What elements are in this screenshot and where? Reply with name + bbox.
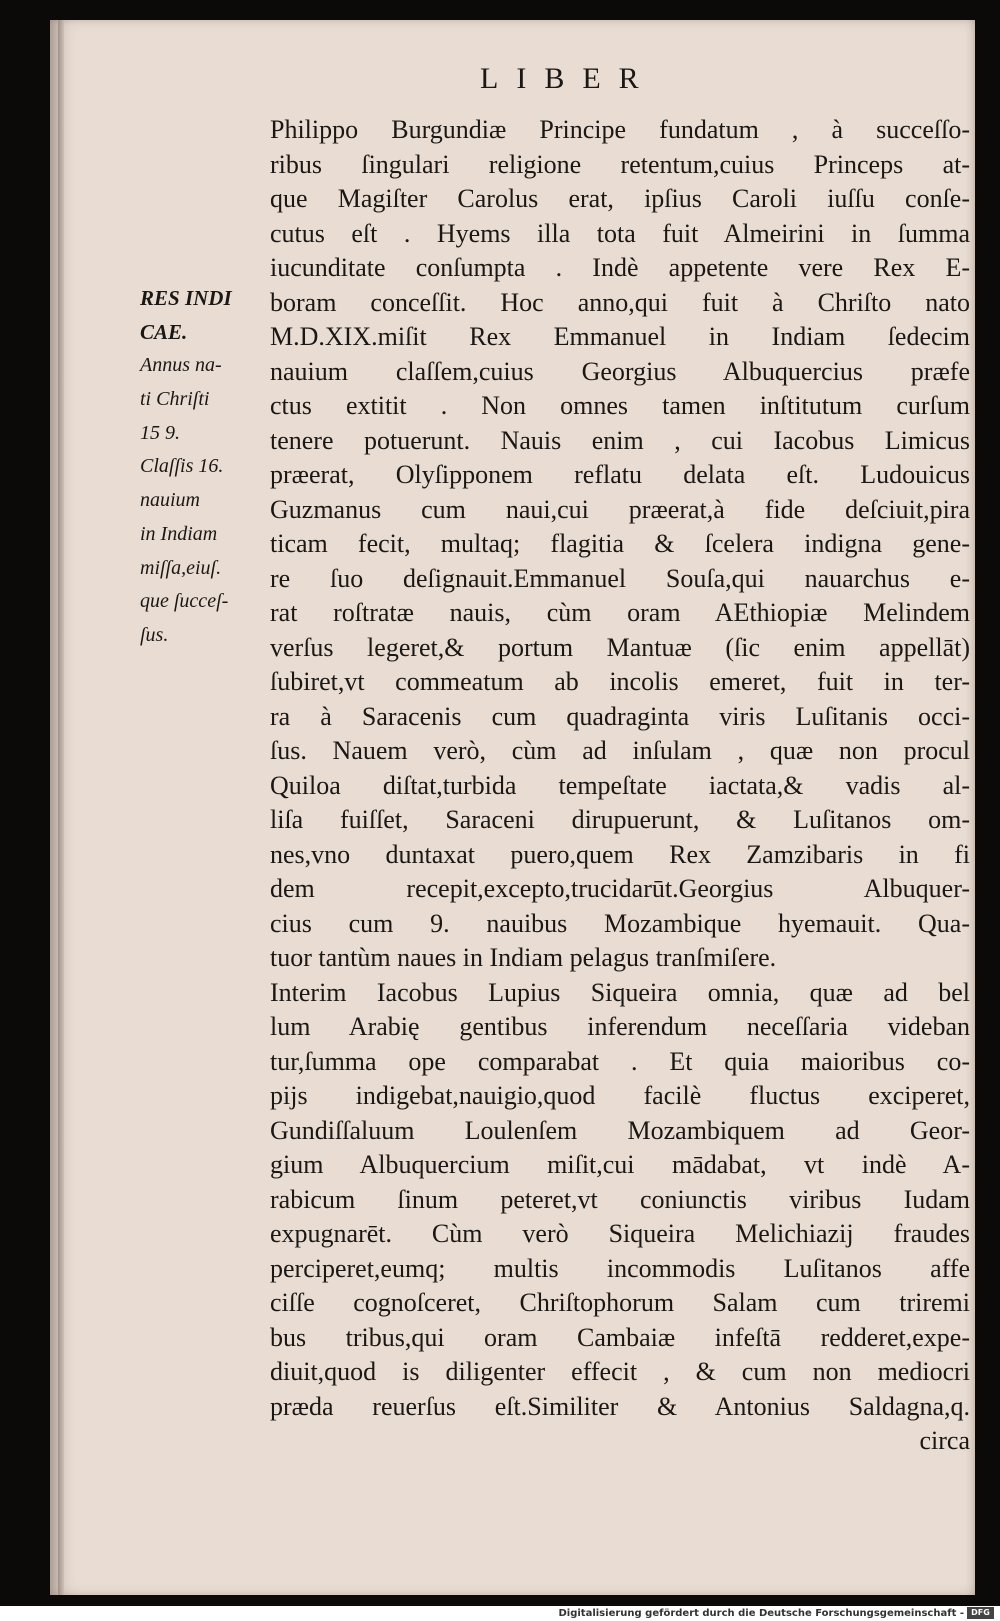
text-line: que Magiſter Carolus erat, ipſius Caroli iuſſu conſe- [270,184,970,213]
text-line: ticam fecit, multaq; flagitia & ſcelera indigna gene- [270,529,970,558]
text-line: cius cum 9. nauibus Mozambique hyemauit. Qua- [270,908,970,938]
text-line: bus tribus,qui oram Cambaiæ infeſtā redderet,expe- [270,1322,970,1352]
text-line: liſa fuiſſet, Saraceni dirupuerunt, & Luſitanos om- [270,805,970,834]
text-line: ra à Saracenis cum quadraginta viris Luſitanis occi- [270,701,970,731]
text-line: ciſſe cognoſceret, Chriſtophorum Salam cum triremi [270,1288,970,1317]
margin-line: ti Chriſti [140,388,210,411]
text-line: lum Arabię gentibus inferendum neceſſaria videban [270,1012,970,1041]
page-gutter-shadow [58,20,64,1595]
body-text [270,113,980,1459]
text-line: re ſuo deſignauit.Emmanuel Souſa,qui nauarchus e- [270,563,970,593]
text-line: expugnarēt. Cùm verò Siqueira Melichiazij fraudes [270,1219,970,1248]
text-line: ctus extitit . Non omnes tamen inſtitutum curſum [270,391,970,420]
text-line: nes,vno duntaxat puero,quem Rex Zamzibaris in fi [270,839,970,869]
text-line: boram conceſſit. Hoc anno,qui fuit à Chriſto nato [270,287,970,317]
text-line: Guzmanus cum naui,cui præerat,à fide deſciuit,pira [270,494,970,524]
margin-line: 15 9. [140,421,180,444]
margin-line: Claſſis 16. [140,455,224,478]
dfg-logo: DFG [967,1607,994,1619]
text-line: tur,ſumma ope comparabat . Et quia maioribus co- [270,1046,970,1076]
margin-line: in Indiam [140,522,218,545]
margin-line: RES INDI [140,286,232,310]
text-line: perciperet,eumq; multis incommodis Luſitanos affe [270,1253,970,1283]
text-line: rabicum ſinum peteret,vt coniunctis viribus Iudam [270,1184,970,1214]
text-line: dem recepit,excepto,trucidarūt.Georgius Albuquer- [270,874,970,903]
text-line: rat roſtratæ nauis, cùm oram AEthiopiæ Melindem [270,598,970,627]
text-line: tenere potuerunt. Nauis enim , cui Iacobus Limicus [270,425,970,455]
text-line: Interim Iacobus Lupius Siqueira omnia, quæ ad bel [270,977,970,1007]
margin-line: nauium [140,489,200,512]
text-line: verſus legeret,& portum Mantuæ (ſic enim appellāt) [270,632,970,662]
text-line: Gundiſſaluum Loulenſem Mozambiquem ad Geor- [270,1115,970,1145]
marginal-note [140,282,270,653]
text-line: præda reuerſus eſt.Similiter & Antonius Saldagna,q. [270,1391,970,1421]
text-line: ſus. Nauem verò, cùm ad inſulam , quæ non procul [270,736,970,765]
margin-line: que ſucceſ- [140,590,229,613]
text-line: gium Albuquercium miſit,cui mādabat, vt indè A- [270,1150,970,1179]
text-line: ribus ſingulari religione retentum,cuius Princeps at- [270,149,970,179]
margin-line: CAE. [140,319,188,344]
text-line: nauium claſſem,cuius Georgius Albuquercius præfe [270,356,970,386]
margin-line: miſſa,eiuſ. [140,556,222,579]
text-line: præerat, Olyſipponem reflatu delata eſt. Ludouicus [270,460,970,489]
running-head: LIBER [480,62,657,95]
text-line: Philippo Burgundiæ Principe fundatum , à succeſſo- [270,115,970,144]
margin-line: ſus. [140,623,169,646]
funding-credit: Digitalisierung gefördert durch die Deutsche Forschungsgemeinschaft - [558,1608,964,1619]
margin-line: Annus na- [140,354,222,377]
text-line: ſubiret,vt commeatum ab incolis emeret, fuit in ter- [270,667,970,696]
text-line: iucunditate conſumpta . Indè appetente vere Rex E- [270,253,970,282]
catchword: circa [919,1426,970,1455]
text-line: tuor tantùm naues in Indiam pelagus tranſmiſere. [270,943,777,972]
text-line: diuit,quod is diligenter effecit , & cum non mediocri [270,1357,970,1386]
text-line: M.D.XIX.miſit Rex Emmanuel in Indiam ſedecim [270,322,970,351]
text-line: pijs indigebat,nauigio,quod facilè fluctus exciperet, [270,1081,970,1110]
text-line: Quiloa diſtat,turbida tempeſtate iactata,& vadis al- [270,770,970,800]
text-line: cutus eſt . Hyems illa tota fuit Almeirini in ſumma [270,218,970,248]
